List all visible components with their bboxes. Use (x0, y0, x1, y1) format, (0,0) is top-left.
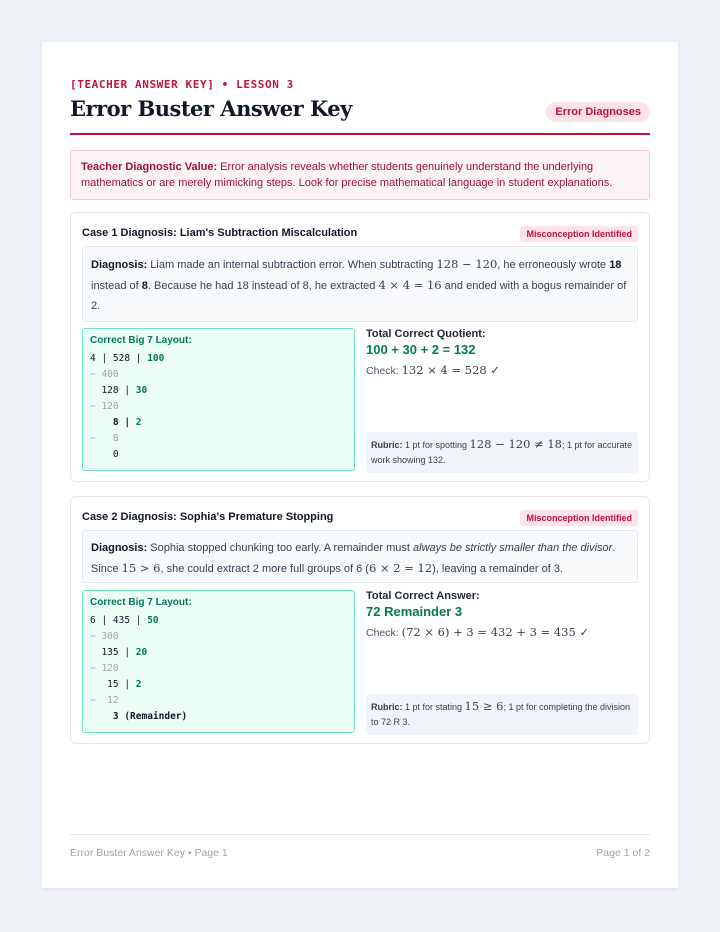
diagnosis-text: . Because he had 18 instead of 8, he extracted (147, 280, 379, 292)
subtraction-line: − 300 (90, 631, 119, 642)
diagnosis-text: Sophia stopped chunking too early. A remainder must (147, 542, 414, 554)
lesson-eyebrow: [TEACHER ANSWER KEY] • LESSON 3 (70, 78, 294, 91)
misconception-badge: Misconception Identified (520, 226, 638, 242)
case-1-diagnosis (82, 246, 638, 322)
result-value: 72 Remainder 3 (366, 604, 463, 619)
layout-title: Correct Big 7 Layout: (90, 335, 192, 346)
check-label: Check: (366, 627, 402, 639)
layout-work (90, 613, 347, 725)
diagnosis-text: Liam made an internal subtraction error. When subtracting (147, 259, 437, 271)
case-1-title: Case 1 Diagnosis: Liam's Subtraction Miscalculation (82, 227, 358, 239)
layout-work (90, 351, 347, 463)
case-2-card (70, 496, 650, 744)
subtraction-line: − 120 (90, 663, 119, 674)
result-label: Total Correct Answer: (366, 590, 480, 602)
answer-key-page (42, 42, 678, 888)
misconception-badge: Misconception Identified (520, 510, 638, 526)
diagnosis-math: 15 > 6 (121, 561, 161, 575)
layout-line: 6 | 435 | (90, 615, 148, 626)
case-2-header (82, 510, 638, 528)
layout-line: 128 | (90, 385, 136, 396)
case-1-header (82, 226, 638, 244)
case-1-result (366, 328, 638, 465)
diagnosis-text: , he erroneously wrote (497, 259, 610, 271)
result-label: Total Correct Quotient: (366, 328, 486, 340)
subtraction-line: − 120 (90, 401, 119, 412)
diagnosis-math: 128 − 120 (436, 257, 498, 271)
subtraction-line: − 8 (90, 433, 119, 444)
partial-quotient: 2 (135, 417, 142, 428)
rubric-math: 15 ≥ 6 (464, 699, 504, 713)
diagnosis-label: Diagnosis: (91, 259, 148, 271)
partial-quotient: 20 (135, 647, 148, 658)
diagnosis-text: ), leaving a remainder of 3. (432, 563, 564, 575)
layout-line: 0 (90, 449, 119, 460)
callout-label: Teacher Diagnostic Value: (81, 161, 218, 173)
case-2-big7-layout (82, 590, 355, 733)
diagnosis-emphasis: always be strictly smaller than the divisor (413, 542, 613, 554)
callout-text: Error analysis reveals whether students genuinely understand the underlying mathematics or are merely mimicking steps. Look for precise mathematical language in student explanations. (81, 161, 613, 189)
layout-line: 135 | (90, 647, 136, 658)
diagnosis-text: instead of (91, 280, 142, 292)
page-title: Error Buster Answer Key (70, 96, 352, 121)
partial-quotient: 100 (147, 353, 165, 364)
case-2-result (366, 590, 638, 727)
case-2-diagnosis (82, 530, 638, 583)
diagnosis-text: . Since (91, 542, 616, 575)
diagnosis-text: , she could extract 2 more full groups of 6 ( (160, 563, 369, 575)
layout-line: 15 | (90, 679, 136, 690)
diagnosis-math: 6 × 2 = 12 (368, 561, 433, 575)
diagnosis-value: 8 (141, 280, 148, 292)
case-2-rubric (366, 694, 638, 735)
rubric-label: Rubric: (371, 702, 403, 712)
result-value: 100 + 30 + 2 = 132 (366, 342, 476, 357)
partial-quotient: 2 (135, 679, 142, 690)
subtraction-line: − 12 (90, 695, 119, 706)
diagnosis-text: and ended with a bogus remainder of 2. (91, 280, 627, 312)
rubric-label: Rubric: (371, 440, 403, 450)
rubric-text: 1 pt for spotting (402, 440, 470, 450)
partial-quotient: 30 (135, 385, 148, 396)
case-1-card (70, 212, 650, 482)
layout-line: 8 | (90, 417, 136, 428)
diagnosis-label: Diagnosis: (91, 542, 148, 554)
page-number: Page 1 of 2 (596, 847, 650, 859)
footer-title: Error Buster Answer Key • Page 1 (70, 847, 228, 859)
check-label: Check: (366, 365, 402, 377)
rubric-math: 128 − 120 ≠ 18 (469, 437, 562, 451)
check-math: 132 × 4 = 528 ✓ (401, 363, 501, 377)
footer-divider (70, 834, 650, 835)
rubric-text: ; 1 pt for accurate work showing 132. (371, 440, 633, 465)
title-divider (70, 133, 650, 135)
rubric-text: ; 1 pt for completing the division to 72 R 3. (371, 702, 631, 727)
rubric-text: 1 pt for stating (402, 702, 465, 712)
diagnosis-math: 4 × 4 = 16 (378, 278, 442, 292)
check-math: (72 × 6) + 3 = 432 + 3 = 435 ✓ (401, 625, 590, 639)
case-1-big7-layout (82, 328, 355, 471)
teacher-diagnostic-callout (70, 150, 650, 200)
case-1-rubric (366, 432, 638, 473)
subtraction-line: − 400 (90, 369, 119, 380)
case-2-title: Case 2 Diagnosis: Sophia's Premature Stopping (82, 511, 334, 523)
check-line (366, 625, 638, 639)
partial-quotient: 50 (147, 615, 159, 626)
check-line (366, 363, 638, 377)
section-pill: Error Diagnoses (546, 102, 650, 122)
remainder-line: 3 (Remainder) (90, 711, 188, 722)
diagnosis-value: 18 (609, 259, 622, 271)
layout-line: 4 | 528 | (90, 353, 148, 364)
layout-title: Correct Big 7 Layout: (90, 597, 192, 608)
